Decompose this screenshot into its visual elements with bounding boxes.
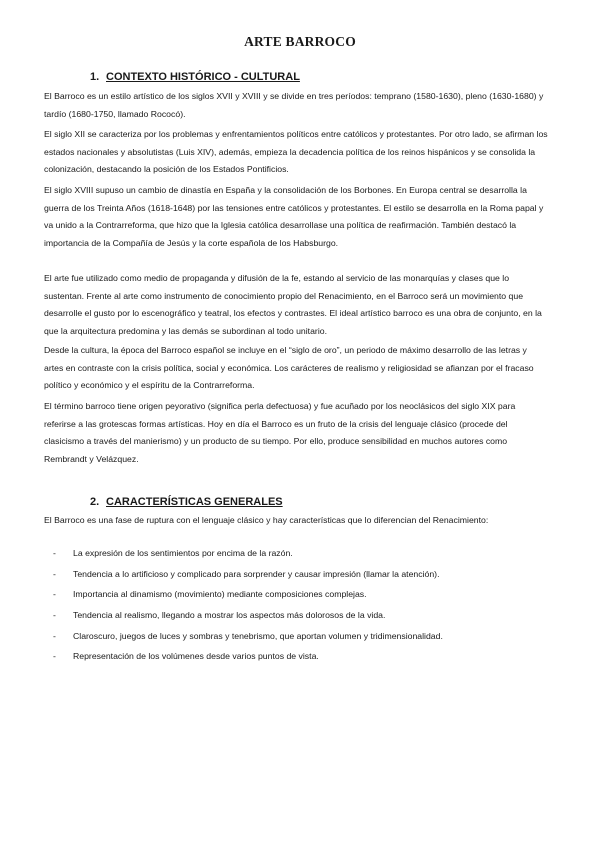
bullet-dash: - — [53, 630, 56, 641]
section-1-paragraph-3: El siglo XVIII supuso un cambio de dinastía en España y la consolidación de los Borbones. En Europa central se desarrolla la guerra de los Treinta Años (1618-1648) por las tensiones entre católicos y protestantes. El estilo se desarrolla en la Roma papal y va unido a la Contrarreforma, que hizo que la Iglesia católica desarrollase una política de reafirmación. También destacó la importancia de la Compañía de Jesús y la corte española de los Habsburgo. — [44, 185, 544, 248]
bullet-dash: - — [53, 610, 56, 621]
section-1-paragraph-6: El término barroco tiene origen peyorativo (significa perla defectuosa) y fue acuñado por los neoclásicos del siglo XIX para referirse a las grotescas formas artísticas. Hoy en día el Barroco es un fruto de la crisis del lenguaje clásico (procede del clasicismo a través del manierismo) y un producto de su tiempo. Por ello, produce sensibilidad en muchos autores como Rembrandt y Velázquez. — [44, 401, 516, 464]
section-1-paragraph-4: El arte fue utilizado como medio de propaganda y difusión de la fe, estando al servicio de las monarquías y clases que lo sustentan. Frente al arte como instrumento de conocimiento propio del Renacimiento, en el Barroco será un movimiento que desarrolle el gusto por lo escenográfico y teatral, los efectos y contrastes. El ideal artístico barroco es una obra de conjunto, en la que la arquitectura predomina y las demás se subordinan al todo unitario. — [44, 273, 542, 336]
bullet-dash: - — [53, 651, 56, 662]
list-item — [44, 608, 548, 629]
list-item — [44, 629, 548, 650]
section-2-intro: El Barroco es una fase de ruptura con el lenguaje clásico y hay características que lo diferencian del Renacimiento: — [44, 515, 489, 525]
section-2-title: CARACTERÍSTICAS GENERALES — [106, 496, 283, 508]
list-item — [44, 587, 548, 608]
section-1-paragraph-1: El Barroco es un estilo artístico de los siglos XVII y XVIII y se divide en tres períodos: temprano (1580-1630), pleno (1630-1680) y tardío (1680-1750, llamado Rococó). — [44, 91, 544, 119]
bullet-dash: - — [53, 568, 56, 579]
section-1-paragraph-5: Desde la cultura, la época del Barroco español se incluye en el “siglo de oro”, un periodo de máximo desarrollo de las letras y artes en contraste con la crisis política, social y económica. Los carácteres de realismo y religiosidad se afianzan por el fracaso político y económico y el espíritu de la Contrarreforma. — [44, 345, 534, 391]
list-item — [44, 649, 548, 670]
list-item-text: Claroscuro, juegos de luces y sombras y tenebrismo, que aportan volumen y tridimensionalidad. — [73, 630, 443, 641]
section-1-heading — [90, 71, 300, 83]
section-1-title: CONTEXTO HISTÓRICO - CULTURAL — [106, 71, 300, 83]
list-item-text: Representación de los volúmenes desde varios puntos de vista. — [73, 651, 319, 662]
bullet-dash: - — [53, 589, 56, 600]
list-item-text: Importancia al dinamismo (movimiento) mediante composiciones complejas. — [73, 589, 367, 600]
list-item — [44, 546, 548, 567]
section-2-heading — [90, 496, 283, 508]
list-item-text: Tendencia al realismo, llegando a mostrar los aspectos más dolorosos de la vida. — [73, 610, 386, 621]
document-title: ARTE BARROCO — [244, 34, 356, 49]
characteristics-list — [44, 546, 548, 670]
list-item — [44, 567, 548, 588]
section-1-number: 1. — [90, 71, 100, 83]
list-item-text: La expresión de los sentimientos por encima de la razón. — [73, 548, 293, 558]
section-1-paragraph-2: El siglo XII se caracteriza por los problemas y enfrentamientos políticos entre católicos y protestantes. Por otro lado, se afirman los estados nacionales y absolutistas (Luis XIV), además, empieza la decadencia política de los reinos hispánicos y se consolida la colonización, destacando la posición de los Estados Pontificios. — [44, 129, 548, 175]
section-2-number: 2. — [90, 496, 100, 508]
list-item-text: Tendencia a lo artificioso y complicado para sorprender y causar impresión (llamar la atención). — [73, 568, 440, 579]
bullet-dash: - — [53, 548, 56, 558]
